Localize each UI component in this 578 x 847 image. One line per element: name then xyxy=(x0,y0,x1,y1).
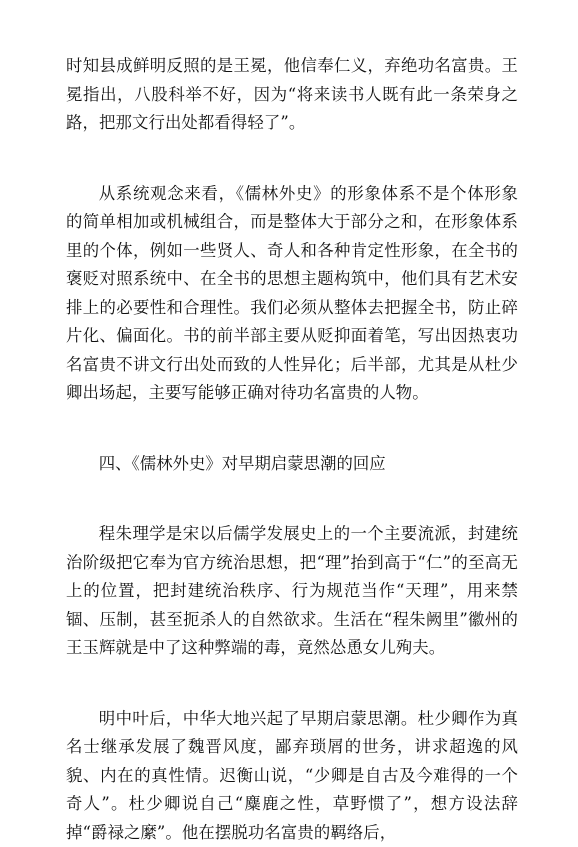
paragraph-gap xyxy=(66,478,518,520)
section-heading: 四、《儒林外史》对早期启蒙思潮的回应 xyxy=(66,450,518,479)
paragraph-system-view: 从系统观念来看，《儒林外史》的形象体系不是个体形象的简单相加或机械组合，而是整体大于部分之和，在形象体系里的个体，例如一些贤人、奇人和各种肯定性形象，在全书的褒贬对照系统中、在全书的思想主题构筑中，他们具有艺术安排上的必要性和合理性。我们必须从整体去把握全书，防止碎片化、偏面化。书的前半部主要从贬抑面着笔，写出因热衷功名富贵不讲文行出处而致的人性异化；后半部，尤其是从杜少卿出场起，主要写能够正确对待功名富贵的人物。 xyxy=(66,180,518,408)
paragraph-gap xyxy=(66,663,518,705)
paragraph-enlightenment: 明中叶后，中华大地兴起了早期启蒙思潮。杜少卿作为真名士继承发展了魏晋风度，鄙弃琐屑的世务，讲求超逸的风貌、内在的真性情。迟衡山说，“少卿是自古及今难得的一个奇人”。杜少卿说自己“麋鹿之性，草野惯了”，想方设法辞掉“爵禄之縻”。他在摆脱功名富贵的羁络后， xyxy=(66,705,518,847)
document-page xyxy=(66,52,518,847)
paragraph-gap xyxy=(66,408,518,450)
paragraph-wang-mian: 时知县成鲜明反照的是王冕，他信奉仁义，弃绝功名富贵。王冕指出，八股科举不好，因为“将来读书人既有此一条荣身之路，把那文行出处都看得轻了”。 xyxy=(66,52,518,138)
paragraph-gap xyxy=(66,138,518,180)
paragraph-cheng-zhu: 程朱理学是宋以后儒学发展史上的一个主要流派，封建统治阶级把它奉为官方统治思想，把“理”抬到高于“仁”的至高无上的位置，把封建统治秩序、行为规范当作“天理”，用来禁锢、压制，甚至扼杀人的自然欲求。生活在“程朱阙里”徽州的王玉辉就是中了这种弊端的毒，竟然怂恿女儿殉夫。 xyxy=(66,520,518,663)
